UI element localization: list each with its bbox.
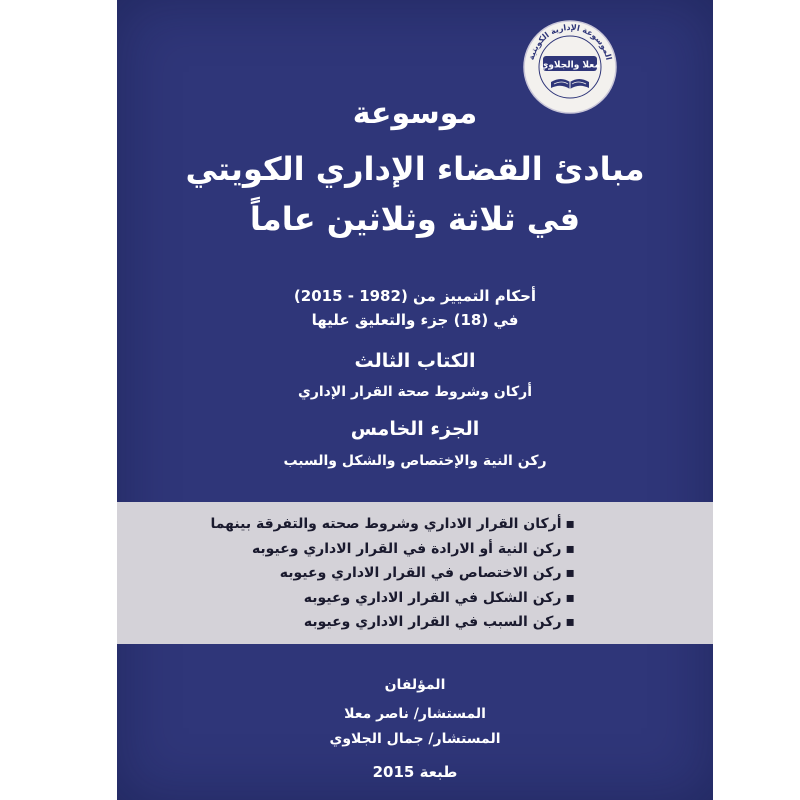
bullet-icon: ▪ [565, 516, 575, 532]
logo-ring-text: الموسوعة الإدارية الكويتية [526, 22, 614, 61]
part-label: الجزء الخامس [350, 418, 480, 440]
edition: طبعة 2015 [372, 763, 458, 781]
title-line-2: مبادئ القضاء الإداري الكويتي [185, 150, 645, 188]
topic-text: ركن الشكل في القرار الاداري وعيوبه [303, 589, 562, 606]
subtitle-line-1: أحكام التمييز من (1982 - 2015) [293, 287, 537, 305]
book-label: الكتاب الثالث [354, 350, 476, 372]
bullet-icon: ▪ [565, 589, 575, 606]
title-line-3: في ثلاثة وثلاثين عاماً [249, 200, 581, 238]
topic-text: أركان القرار الاداري وشروط صحته والتفرقة بينهما [210, 516, 562, 532]
topic-text: ركن السبب في القرار الاداري وعيوبه [303, 614, 562, 630]
authors-label: المؤلفان [384, 677, 446, 693]
part-subtitle: ركن النية والإختصاص والشكل والسبب [283, 453, 547, 469]
logo-name: معلا والجلاوي [540, 60, 600, 71]
book-subtitle: أركان وشروط صحة القرار الإداري [297, 384, 533, 400]
bullet-icon: ▪ [565, 614, 575, 630]
topic-text: ركن النية أو الارادة في القرار الاداري وعيوبه [251, 540, 562, 557]
topic-item [211, 561, 575, 586]
bullet-icon: ▪ [565, 565, 575, 581]
subtitle-line-2: في (18) جزء والتعليق عليها [311, 311, 519, 329]
topic-item [211, 610, 575, 635]
author-1: المستشار/ ناصر معلا [344, 706, 486, 722]
topic-item [211, 512, 575, 537]
topic-item [211, 537, 575, 562]
topics-list [211, 512, 575, 635]
topic-text: ركن الاختصاص في القرار الاداري وعيوبه [279, 565, 562, 581]
book-cover [117, 0, 713, 800]
title-line-1: موسوعة [352, 96, 478, 131]
bullet-icon: ▪ [565, 540, 575, 557]
topic-item [211, 586, 575, 611]
author-2: المستشار/ جمال الجلاوي [329, 731, 501, 747]
